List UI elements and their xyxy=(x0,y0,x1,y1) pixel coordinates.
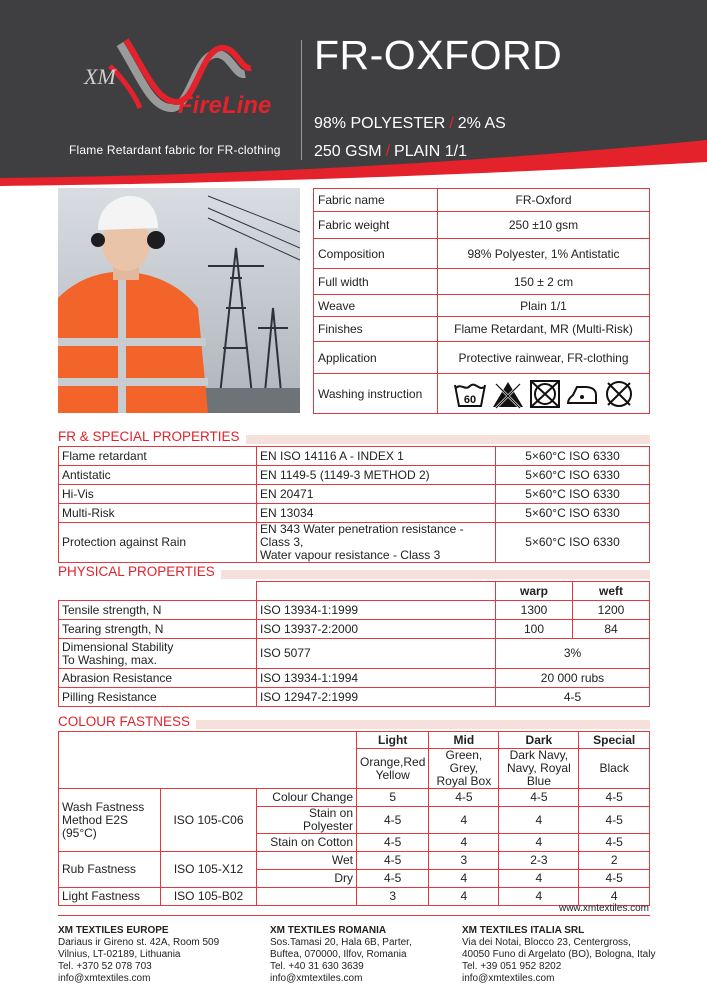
headline-part: 2% AS xyxy=(457,115,506,132)
property-standard: ISO 13937-2:2000 xyxy=(257,620,496,639)
office-italia xyxy=(462,925,655,985)
spec-key: Finishes xyxy=(314,317,438,342)
name-line: To Washing, max. xyxy=(62,652,157,667)
grade: 4 xyxy=(579,888,650,906)
property-standard: ISO 12947-2:1999 xyxy=(257,688,496,707)
spec-value: Plain 1/1 xyxy=(438,295,650,317)
composition-headline xyxy=(314,115,506,133)
wash-60-icon xyxy=(453,379,487,409)
physical-properties-table xyxy=(58,581,650,707)
address-line: Sos.Tamasi 20, Hala 6B, Parter, xyxy=(270,937,412,948)
spec-key: Washing instruction xyxy=(314,374,438,414)
grade: 4-5 xyxy=(357,870,429,888)
separator: / xyxy=(449,115,454,132)
shade-line: Orange,Red xyxy=(360,754,426,769)
grade: 3 xyxy=(429,852,499,870)
header-divider xyxy=(301,40,302,160)
spec-key: Fabric name xyxy=(314,189,438,212)
address-line: Dariaus ir Gireno st. 42A, Room 509 xyxy=(58,937,220,948)
grade: 4-5 xyxy=(357,834,429,852)
warp-value: 1300 xyxy=(496,601,573,620)
grade: 4 xyxy=(429,888,499,906)
fr-properties-table xyxy=(58,446,650,563)
grade: 4-5 xyxy=(357,852,429,870)
test-name xyxy=(59,789,161,852)
table-row xyxy=(314,295,650,317)
svg-text:60: 60 xyxy=(463,393,476,406)
property-value: 20 000 rubs xyxy=(496,669,650,688)
table-row xyxy=(59,466,650,485)
property-standard: EN 1149-5 (1149-3 METHOD 2) xyxy=(257,466,496,485)
property-standard: EN ISO 14116 A - INDEX 1 xyxy=(257,447,496,466)
property-standard: ISO 13934-1:1994 xyxy=(257,669,496,688)
property-name: Tearing strength, N xyxy=(59,620,257,639)
property-wash: 5×60°C ISO 6330 xyxy=(496,466,650,485)
empty-cell xyxy=(59,732,357,789)
test-standard: ISO 105-X12 xyxy=(161,852,257,888)
address-line: 40050 Funo di Argelato (BO), Bologna, Italy xyxy=(462,949,656,960)
section-title: COLOUR FASTNESS xyxy=(58,714,196,730)
office-europe xyxy=(58,925,219,985)
table-row xyxy=(59,601,650,620)
header-banner xyxy=(0,0,707,195)
worker-image xyxy=(58,188,300,413)
test-sub: Wet xyxy=(257,852,357,870)
test-standard: ISO 105-C06 xyxy=(161,789,257,852)
office-name: XM TEXTILES EUROPE xyxy=(58,925,169,936)
table-row xyxy=(314,342,650,374)
weft-value: 84 xyxy=(573,620,650,639)
section-title: PHYSICAL PROPERTIES xyxy=(58,564,221,580)
table-row xyxy=(314,239,650,269)
no-bleach-icon xyxy=(491,379,525,409)
grade: 4 xyxy=(499,834,579,852)
property-name: Multi-Risk xyxy=(59,504,257,523)
shade-cell xyxy=(429,749,499,789)
property-wash: 5×60°C ISO 6330 xyxy=(496,523,650,563)
spec-value: Flame Retardant, MR (Multi-Risk) xyxy=(438,317,650,342)
spec-key: Weave xyxy=(314,295,438,317)
shade-cell xyxy=(357,749,429,789)
grade: 3 xyxy=(357,888,429,906)
grade: 4-5 xyxy=(579,807,650,834)
col-dark: Dark xyxy=(499,732,579,749)
weight-headline xyxy=(314,143,467,161)
test-sub: Dry xyxy=(257,870,357,888)
table-row xyxy=(59,789,650,807)
test-sub: Stain on Polyester xyxy=(257,807,357,834)
shade-line: Dark Navy, xyxy=(509,748,569,762)
grade: 4 xyxy=(499,807,579,834)
property-value: 3% xyxy=(496,639,650,669)
section-header-fr xyxy=(58,430,650,444)
property-name: Pilling Resistance xyxy=(59,688,257,707)
spec-key: Fabric weight xyxy=(314,212,438,239)
phone: Tel. +370 52 078 703 xyxy=(58,961,152,972)
logo-xm-text: XM xyxy=(84,64,116,89)
property-name: Hi-Vis xyxy=(59,485,257,504)
worker-photo xyxy=(58,188,300,413)
email-link[interactable]: info@xmtextiles.com xyxy=(462,973,555,984)
shade-line: Green, Grey, xyxy=(445,748,483,775)
property-name: Flame retardant xyxy=(59,447,257,466)
standard-line: EN 343 Water penetration resistance - Class 3, xyxy=(260,522,464,549)
email-link[interactable]: info@xmtextiles.com xyxy=(270,973,363,984)
colour-fastness-table xyxy=(58,731,650,906)
tagline: Flame Retardant fabric for FR-clothing xyxy=(69,143,281,157)
col-light: Light xyxy=(357,732,429,749)
fireline-logo xyxy=(80,36,290,126)
spec-key: Full width xyxy=(314,269,438,295)
col-mid: Mid xyxy=(429,732,499,749)
email-link[interactable]: info@xmtextiles.com xyxy=(58,973,151,984)
section-title: FR & SPECIAL PROPERTIES xyxy=(58,429,246,445)
product-title: FR-OXFORD xyxy=(314,32,563,78)
property-name: Protection against Rain xyxy=(59,523,257,563)
address-line: Vilnius, LT-02189, Lithuania xyxy=(58,949,181,960)
table-header-row xyxy=(59,732,650,749)
table-row xyxy=(59,639,650,669)
spec-value: 250 ±10 gsm xyxy=(438,212,650,239)
table-row xyxy=(314,269,650,295)
grade: 4 xyxy=(499,888,579,906)
shade-cell xyxy=(499,749,579,789)
no-dry-clean-icon xyxy=(603,379,635,409)
grade: 4 xyxy=(499,870,579,888)
grade: 2-3 xyxy=(499,852,579,870)
table-row xyxy=(314,317,650,342)
table-row xyxy=(314,189,650,212)
shade-line: Navy, Royal xyxy=(506,761,571,775)
warp-value: 100 xyxy=(496,620,573,639)
iron-low-icon xyxy=(565,379,599,409)
table-row xyxy=(59,852,650,870)
office-romania xyxy=(270,925,412,985)
property-name: Antistatic xyxy=(59,466,257,485)
office-name: XM TEXTILES ITALIA SRL xyxy=(462,925,585,936)
logo-fireline-text: FireLine xyxy=(178,92,272,119)
website-link[interactable]: www.xmtextiles.com xyxy=(558,903,649,914)
table-row xyxy=(314,374,650,414)
test-sub: Stain on Cotton xyxy=(257,834,357,852)
property-standard xyxy=(257,523,496,563)
spec-value: Protective rainwear, FR-clothing xyxy=(438,342,650,374)
phone: Tel. +39 051 952 8202 xyxy=(462,961,562,972)
section-header-physical xyxy=(58,565,650,579)
spec-key: Composition xyxy=(314,239,438,269)
table-row xyxy=(59,485,650,504)
property-wash: 5×60°C ISO 6330 xyxy=(496,485,650,504)
phone: Tel. +40 31 630 3639 xyxy=(270,961,364,972)
headline-part: 98% POLYESTER xyxy=(314,115,446,132)
spec-key: Application xyxy=(314,342,438,374)
table-row xyxy=(59,620,650,639)
table-row xyxy=(59,447,650,466)
table-header-row xyxy=(59,582,650,601)
name-line: Method E2S (95°C) xyxy=(62,812,129,840)
table-row xyxy=(59,504,650,523)
footer-divider xyxy=(58,915,650,916)
section-header-colour xyxy=(58,715,650,729)
test-standard: ISO 105-B02 xyxy=(161,888,257,906)
fabric-spec-table xyxy=(313,188,650,414)
table-row xyxy=(59,688,650,707)
shade-line: Yellow xyxy=(375,767,410,782)
table-row xyxy=(59,669,650,688)
property-name: Abrasion Resistance xyxy=(59,669,257,688)
col-warp: warp xyxy=(496,582,573,601)
grade: 4-5 xyxy=(499,789,579,807)
property-wash: 5×60°C ISO 6330 xyxy=(496,447,650,466)
spec-value: 150 ± 2 cm xyxy=(438,269,650,295)
spec-value: 98% Polyester, 1% Antistatic xyxy=(438,239,650,269)
grade: 4-5 xyxy=(579,789,650,807)
grade: 2 xyxy=(579,852,650,870)
property-name: Tensile strength, N xyxy=(59,601,257,620)
table-row xyxy=(59,523,650,563)
grade: 4-5 xyxy=(429,789,499,807)
property-standard: EN 13034 xyxy=(257,504,496,523)
headline-part: PLAIN 1/1 xyxy=(394,143,467,160)
test-name: Light Fastness xyxy=(59,888,161,906)
empty-cell xyxy=(257,888,357,906)
shade-line: Blue xyxy=(526,774,551,788)
test-sub: Colour Change xyxy=(257,789,357,807)
col-weft: weft xyxy=(573,582,650,601)
test-name: Rub Fastness xyxy=(59,852,161,888)
grade: 4-5 xyxy=(357,807,429,834)
property-standard: EN 20471 xyxy=(257,485,496,504)
headline-part: 250 GSM xyxy=(314,143,382,160)
grade: 4 xyxy=(429,870,499,888)
standard-line: Water vapour resistance - Class 3 xyxy=(260,548,441,562)
col-special: Special xyxy=(579,732,650,749)
property-name xyxy=(59,639,257,669)
grade: 4-5 xyxy=(579,834,650,852)
empty-cell xyxy=(59,582,257,601)
property-standard: ISO 13934-1:1999 xyxy=(257,601,496,620)
weft-value: 1200 xyxy=(573,601,650,620)
grade: 4-5 xyxy=(579,870,650,888)
address-line: Buftea, 070000, Ilfov, Romania xyxy=(270,949,407,960)
property-wash: 5×60°C ISO 6330 xyxy=(496,504,650,523)
separator: / xyxy=(385,143,391,160)
no-tumble-dry-icon xyxy=(529,379,561,409)
property-value: 4-5 xyxy=(496,688,650,707)
grade: 4 xyxy=(429,834,499,852)
office-name: XM TEXTILES ROMANIA xyxy=(270,925,387,936)
table-row xyxy=(314,212,650,239)
empty-cell xyxy=(257,582,496,601)
name-line: Wash Fastness xyxy=(62,799,145,814)
washing-icons xyxy=(438,374,650,414)
name-line: Dimensional Stability xyxy=(62,639,174,654)
spec-value: FR-Oxford xyxy=(438,189,650,212)
grade: 5 xyxy=(357,789,429,807)
address-line: Via dei Notai, Blocco 23, Centergross, xyxy=(462,937,631,948)
shade-line: Royal Box xyxy=(436,774,492,788)
property-standard: ISO 5077 xyxy=(257,639,496,669)
shade-cell: Black xyxy=(579,749,650,789)
grade: 4 xyxy=(429,807,499,834)
